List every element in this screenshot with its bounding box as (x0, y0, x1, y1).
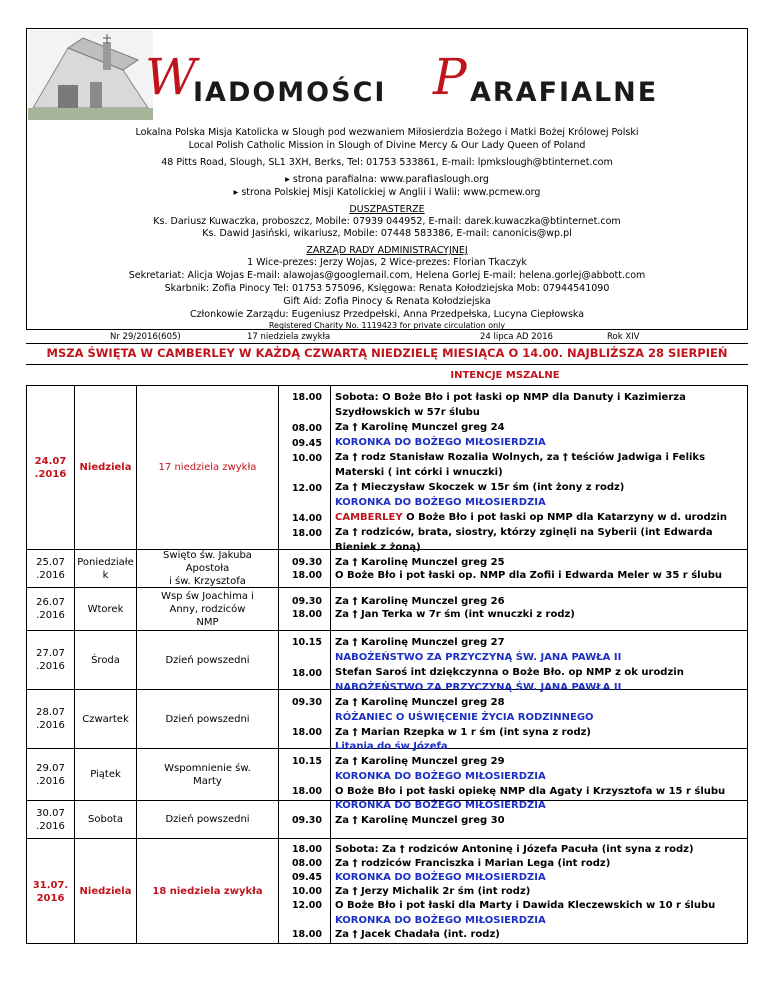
masthead-word-2: ARAFIALNE (470, 77, 659, 108)
zarzad-heading: ZARZĄD RADY ADMINISTRACYJNEJ (306, 245, 468, 256)
mission-name-pl: Lokalna Polska Misja Katolicka w Slough pod wezwaniem Miłosierdzia Bożego i Matki Bożej Królowej Polski (135, 127, 639, 138)
intention: Za † Jacek Chadała (int. rodz) (335, 929, 500, 940)
mass-time: 18.00 (291, 727, 322, 738)
weekday-cell: Środa (91, 654, 120, 666)
intention: Za † rodziców Franciszka i Marian Lega (int rodz) (335, 858, 611, 869)
mass-time: 09.30 (291, 697, 322, 708)
mass-time: 18.00 (291, 844, 322, 855)
intention: Za † Marian Rzepka w 1 r śm (int syna z rodz) (335, 727, 591, 738)
col-line-4 (330, 385, 331, 944)
mass-time: 18.00 (291, 392, 322, 403)
weekday-cell: Poniedziałe k (77, 556, 134, 581)
intention-devotion: KORONKA DO BOŻEGO MIŁOSIERDZIA (335, 771, 546, 782)
registered-charity: Registered Charity No. 1119423 for private circulation only (268, 321, 506, 330)
intention-devotion: KORONKA DO BOŻEGO MIŁOSIERDZIA (335, 915, 546, 926)
date-cell: 26.07 .2016 (36, 597, 65, 621)
masthead (145, 48, 745, 122)
intention-devotion: NABOŻEŃSTWO ZA PRZYCZYNĄ ŚW. JANA PAWŁA II (335, 652, 622, 663)
zarzad-line-2: Sekretariat: Alicja Wojas E-mail: alawojas@googlemail.com, Helena Gorlej E-mail: helena.gorlej@abbott.com (128, 270, 646, 281)
date-cell: 29.07 .2016 (36, 762, 65, 787)
mass-time: 10.15 (291, 637, 322, 648)
date-cell: 27.07 .2016 (36, 648, 65, 672)
mass-time: 08.00 (291, 423, 322, 434)
mass-time: 18.00 (291, 668, 322, 679)
weekday-cell: Czwartek (82, 713, 129, 725)
priest-2: Ks. Dawid Jasiński, wikariusz, Mobile: 07448 583386, E-mail: canonicis@wp.pl (202, 228, 572, 239)
intention: Za † Karolinę Munczel greg 24 (335, 422, 505, 433)
intention: Sobota: Za † rodziców Antoninę i Józefa Pacuła (int syna z rodz) (335, 844, 694, 855)
intention: Za † Karolinę Munczel greg 25 (335, 557, 505, 568)
weekday-cell: Sobota (88, 814, 123, 825)
mass-time: 18.00 (291, 570, 322, 581)
intention: Za † Jan Terka w 7r śm (int wnuczki z rodz) (335, 609, 575, 620)
mass-time: 18.00 (291, 929, 322, 940)
feast-cell: 17 niedziela zwykła (158, 462, 257, 473)
feast-cell: Dzień powszedni (165, 654, 250, 666)
mass-time: 18.00 (291, 609, 322, 620)
mass-time: 14.00 (291, 513, 322, 524)
pcmew-website-link[interactable]: ▸ strona Polskiej Misji Katolickiej w Anglii i Walii: www.pcmew.org (233, 187, 541, 198)
weekday-cell: Niedziela (79, 462, 132, 473)
mass-time: 10.15 (291, 756, 322, 767)
intention: Za † Karolinę Munczel greg 26 (335, 596, 505, 607)
weekday-cell: Niedziela (79, 886, 132, 897)
intention-devotion: RÓŻANIEC O UŚWIĘCENIE ŻYCIA RODZINNEGO (335, 712, 594, 723)
intention-devotion: KORONKA DO BOŻEGO MIŁOSIERDZIA (335, 872, 546, 883)
intencje-heading: INTENCJE MSZALNE (450, 370, 560, 381)
date-cell: 31.07. 2016 (32, 879, 69, 904)
feast-cell: Dzień powszedni (165, 713, 250, 725)
date-cell: 30.07 .2016 (36, 807, 65, 832)
col-line-3 (278, 385, 279, 944)
intention: Za † Karolinę Munczel greg 27 (335, 637, 505, 648)
intention: Za † Karolinę Munczel greg 29 (335, 756, 505, 767)
intention: Za † Karolinę Munczel greg 28 (335, 697, 505, 708)
mass-time: 18.00 (291, 528, 322, 539)
mass-time: 12.00 (291, 900, 322, 911)
intention: Za † Karolinę Munczel greg 30 (335, 815, 505, 826)
priest-1: Ks. Dariusz Kuwaczka, proboszcz, Mobile: 07939 044952, E-mail: darek.kuwaczka@btinternet.com (153, 216, 621, 227)
date-cell: 24.07 .2016 (34, 455, 67, 480)
intention-devotion: NABOŻEŃSTWO ZA PRZYCZYNĄ ŚW. JANA PAWŁA II (335, 682, 622, 693)
issue-year: Rok XIV (607, 332, 640, 342)
zarzad-line-1: 1 Wice-prezes: Jerzy Wojas, 2 Wice-prezes: Florian Tkaczyk (247, 257, 527, 268)
issue-date: 24 lipca AD 2016 (480, 332, 553, 342)
intention: Za † rodziców, brata, siostry, którzy zginęli na Syberii (int Edwarda Bieniek z żoną) (335, 527, 713, 553)
mass-time: 08.00 (291, 858, 322, 869)
mass-time: 12.00 (291, 483, 322, 494)
issue-sunday: 17 niedziela zwykła (247, 332, 331, 342)
intention: Sobota: O Boże Bło i pot łaski op NMP dla Danuty i Kazimierza Szydłowskich w 57r ślubu (335, 392, 686, 418)
mass-time: 09.30 (291, 815, 322, 826)
intention: O Boże Bło i pot łaski opiekę NMP dla Agaty i Krzysztofa w 15 r ślubu (335, 786, 726, 797)
weekday-cell: Wtorek (87, 603, 124, 615)
date-cell: 25.07 .2016 (36, 556, 65, 581)
mass-time: 09.30 (291, 596, 322, 607)
zarzad-line-5: Członkowie Zarządu: Eugeniusz Przedpełski, Anna Przedpełska, Lucyna Ciepłowska (189, 309, 585, 320)
intention: Za † Jerzy Michalik 2r śm (int rodz) (335, 886, 531, 897)
date-cell: 28.07 .2016 (36, 707, 65, 731)
mass-time: 18.00 (291, 786, 322, 797)
intention: Za † rodz Stanisław Rozalia Wolnych, za † teściów Jadwiga i Feliks Materski ( int córki i wnuczki) (335, 452, 706, 478)
feast-cell: Wsp św Joachima i Anny, rodziców NMP (161, 591, 254, 628)
intention: O Boże Bło i pot łaski op. NMP dla Zofii i Edwarda Meler w 35 r ślubu (335, 570, 722, 581)
intention-devotion: Litania do św Józefa (335, 741, 448, 752)
mass-time: 10.00 (291, 453, 322, 464)
masthead-word-1: IADOMOŚCI (193, 77, 387, 108)
feast-cell: Święto św. Jakuba Apostoła i św. Krzysztofa (163, 549, 252, 587)
intention: Stefan Saroś int dziękczynna o Boże Bło. op NMP z ok urodzin (335, 667, 684, 678)
intention: O Boże Bło i pot łaski dla Marty i Dawida Kleczewskich w 10 r ślubu (335, 900, 716, 911)
church-photo (28, 30, 153, 120)
mass-time: 09.45 (291, 438, 322, 449)
mass-time: 09.45 (291, 872, 322, 883)
feast-cell: Wspomnienie św. Marty (164, 762, 251, 787)
intention-devotion: KORONKA DO BOŻEGO MIŁOSIERDZIA (335, 437, 546, 448)
issue-number: Nr 29/2016(605) (110, 332, 181, 342)
intention-devotion: KORONKA DO BOŻEGO MIŁOSIERDZIA (335, 800, 546, 811)
feast-cell: 18 niedziela zwykła (152, 886, 263, 897)
zarzad-line-4: Gift Aid: Zofia Pinocy & Renata Kołodziejska (283, 296, 491, 307)
mass-time: 10.00 (291, 886, 322, 897)
intention (335, 510, 745, 525)
camberley-label: CAMBERLEY (335, 512, 403, 523)
intention-devotion: KORONKA DO BOŻEGO MIŁOSIERDZIA (335, 497, 546, 508)
mass-time: 09.30 (291, 557, 322, 568)
duszpasterze-heading: DUSZPASTERZE (349, 204, 425, 215)
camberley-banner: MSZA ŚWIĘTA W CAMBERLEY W KAŻDĄ CZWARTĄ NIEDZIELĘ MIESIĄCA O 14.00. NAJBLIŻSZA 28 SIERPIEŃ (26, 343, 748, 365)
mission-name-en: Local Polish Catholic Mission in Slough of Divine Mercy & Our Lady Queen of Poland (188, 140, 586, 151)
intention-text: O Boże Bło i pot łaski op NMP dla Katarzyny w d. urodzin (402, 512, 728, 523)
weekday-cell: Piątek (90, 769, 121, 780)
parish-website-link[interactable]: ▸ strona parafialna: www.parafiaslough.org (285, 174, 489, 185)
feast-cell: Dzień powszedni (165, 814, 250, 825)
zarzad-line-3: Skarbnik: Zofia Pinocy Tel: 01753 575096, Księgowa: Renata Kołodziejska Mob: 07944541090 (164, 283, 610, 294)
masthead-initial-p: P (433, 48, 467, 106)
masthead-initial-w: W (145, 48, 197, 106)
intention: Za † Mieczysław Skoczek w 15r śm (int żony z rodz) (335, 482, 625, 493)
address-line: 48 Pitts Road, Slough, SL1 3XH, Berks, Tel: 01753 533861, E-mail: lpmkslough@btinternet.com (161, 157, 613, 168)
